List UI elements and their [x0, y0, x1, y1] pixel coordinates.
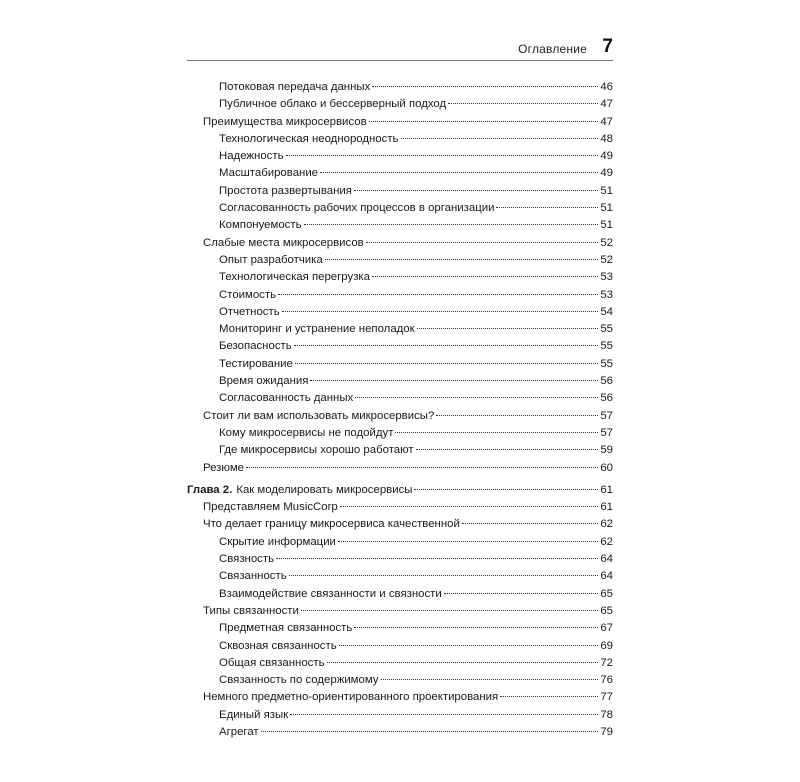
- toc-entry-page: 48: [600, 132, 613, 145]
- toc-dot-leader: [294, 344, 599, 346]
- toc-entry-title: Немного предметно-ориентированного проектирования: [203, 691, 499, 704]
- toc-entry-page: 65: [600, 604, 613, 617]
- toc-dot-leader: [354, 626, 598, 628]
- toc-entry-title: Взаимодействие связанности и связности: [219, 587, 442, 600]
- toc-dot-leader: [372, 85, 598, 87]
- toc-entry: [187, 724, 613, 741]
- toc-entry-title: Мониторинг и устранение неполадок: [219, 323, 415, 336]
- toc-entry-page: 62: [600, 535, 613, 548]
- toc-entry: [187, 321, 613, 338]
- toc-dot-leader: [327, 661, 599, 663]
- toc-dot-leader: [286, 154, 599, 156]
- toc-entry-page: 51: [600, 219, 613, 232]
- toc-entry-title: Сквозная связанность: [219, 639, 337, 652]
- toc-dot-leader: [436, 414, 598, 416]
- toc-dot-leader: [325, 258, 599, 260]
- toc-entry-page: 53: [600, 271, 613, 284]
- toc-dot-leader: [338, 540, 598, 542]
- toc-entry: [187, 304, 613, 321]
- toc-entry-page: 49: [600, 150, 613, 163]
- toc-dot-leader: [500, 695, 598, 697]
- toc-entry: [187, 114, 613, 131]
- toc-entry: [187, 390, 613, 407]
- toc-entry-page: 62: [600, 518, 613, 531]
- toc-entry-title: Резюме: [203, 461, 244, 474]
- toc-entry-page: 57: [600, 426, 613, 439]
- toc-entry-page: 53: [600, 288, 613, 301]
- toc-entry-title: Масштабирование: [219, 167, 319, 180]
- toc-entry: [187, 148, 613, 165]
- toc-entry: [187, 638, 613, 655]
- toc-entry: [187, 408, 613, 425]
- toc-entry-page: 61: [600, 501, 613, 514]
- toc-entry-page: 54: [600, 305, 613, 318]
- toc-dot-leader: [339, 644, 599, 646]
- toc-dot-leader: [282, 310, 599, 312]
- toc-dot-leader: [290, 713, 598, 715]
- toc-entry-title: Время ожидания: [219, 375, 309, 388]
- toc-dot-leader: [355, 396, 598, 398]
- toc-dot-leader: [276, 557, 598, 559]
- toc-entry-page: 52: [600, 236, 613, 249]
- toc-entry-title: Согласованность данных: [219, 392, 354, 405]
- toc-entry-page: 79: [600, 725, 613, 738]
- toc-entry: [187, 655, 613, 672]
- toc-entry-page: 64: [600, 570, 613, 583]
- toc-dot-leader: [444, 592, 599, 594]
- running-header: [187, 36, 613, 61]
- toc-entry: [187, 287, 613, 304]
- toc-entry-title: Скрытие информации: [219, 535, 336, 548]
- toc-entry-page: 47: [600, 115, 613, 128]
- toc-entry-page: 67: [600, 622, 613, 635]
- toc-entry-title: Кому микросервисы не подойдут: [219, 426, 394, 439]
- toc-entry-title: Связанность по содержимому: [219, 674, 379, 687]
- toc-entry: [187, 269, 613, 286]
- toc-entry-page: 61: [600, 483, 613, 496]
- toc-entry-title: Отчетность: [219, 305, 280, 318]
- toc-chapter-label: Глава 2.: [187, 483, 233, 496]
- toc-entry-title: Надежность: [219, 150, 284, 163]
- toc-dot-leader: [278, 293, 598, 295]
- toc-entry: [187, 442, 613, 459]
- toc-dot-leader: [354, 189, 598, 191]
- toc-entry: [187, 356, 613, 373]
- toc-entry-title: Агрегат: [219, 725, 259, 738]
- toc-entry: [187, 373, 613, 390]
- toc-entry-page: 55: [600, 323, 613, 336]
- toc-entry-title: Стоит ли вам использовать микросервисы?: [203, 409, 435, 422]
- toc-entry-page: 55: [600, 340, 613, 353]
- toc-entry: [187, 516, 613, 533]
- toc-dot-leader: [289, 574, 599, 576]
- toc-entry-title: Типы связанности: [203, 604, 299, 617]
- toc-entry: [187, 96, 613, 113]
- toc-entry-page: 69: [600, 639, 613, 652]
- toc-entry: [187, 165, 613, 182]
- toc-entry-page: 78: [600, 708, 613, 721]
- toc-entry: [187, 131, 613, 148]
- toc-dot-leader: [416, 448, 599, 450]
- toc-dot-leader: [301, 609, 598, 611]
- toc-entry: [187, 499, 613, 516]
- toc-entry-page: 64: [600, 553, 613, 566]
- toc-entry: [187, 672, 613, 689]
- toc-entry: [187, 534, 613, 551]
- toc-dot-leader: [372, 275, 598, 277]
- toc-chapter-entry: [187, 482, 613, 499]
- toc-entry-page: 49: [600, 167, 613, 180]
- toc-entry-title: Тестирование: [219, 357, 293, 370]
- toc-entry: [187, 460, 613, 477]
- toc-dot-leader: [320, 171, 598, 173]
- toc-entry-page: 46: [600, 81, 613, 93]
- toc-entry-page: 55: [600, 357, 613, 370]
- toc-entry-title: Что делает границу микросервиса качественной: [203, 518, 460, 531]
- table-of-contents: [187, 79, 613, 741]
- toc-entry-page: 51: [600, 184, 613, 197]
- toc-entry-page: 76: [600, 674, 613, 687]
- toc-entry-page: 65: [600, 587, 613, 600]
- toc-entry: [187, 689, 613, 706]
- toc-entry-title: Технологическая перегрузка: [219, 271, 370, 284]
- toc-entry-page: 59: [600, 444, 613, 457]
- toc-entry-page: 57: [600, 409, 613, 422]
- toc-entry-title: Потоковая передача данных: [219, 81, 371, 93]
- toc-dot-leader: [310, 379, 598, 381]
- toc-entry: [187, 200, 613, 217]
- toc-entry: [187, 235, 613, 252]
- toc-dot-leader: [340, 505, 599, 507]
- toc-entry: [187, 79, 613, 96]
- toc-dot-leader: [295, 362, 598, 364]
- toc-entry: [187, 183, 613, 200]
- toc-entry: [187, 252, 613, 269]
- toc-dot-leader: [462, 522, 599, 524]
- page-number: 7: [602, 36, 613, 57]
- toc-entry-page: 52: [600, 253, 613, 266]
- toc-entry: [187, 586, 613, 603]
- toc-entry-title: Согласованность рабочих процессов в организации: [219, 202, 495, 215]
- toc-dot-leader: [381, 678, 599, 680]
- toc-entry: [187, 568, 613, 585]
- toc-dot-leader: [395, 431, 598, 433]
- toc-entry-title: Связность: [219, 553, 275, 566]
- toc-entry: [187, 603, 613, 620]
- toc-entry: [187, 217, 613, 234]
- toc-entry: [187, 425, 613, 442]
- toc-entry-title: Стоимость: [219, 288, 277, 301]
- toc-dot-leader: [417, 327, 599, 329]
- toc-entry-page: 56: [600, 375, 613, 388]
- toc-entry-title: Общая связанность: [219, 656, 325, 669]
- toc-entry: [187, 338, 613, 355]
- toc-dot-leader: [366, 241, 599, 243]
- toc-entry-title: Как моделировать микросервисы: [236, 483, 413, 496]
- toc-entry-title: Публичное облако и бессерверный подход: [219, 98, 447, 111]
- toc-entry-title: Где микросервисы хорошо работают: [219, 444, 414, 457]
- toc-dot-leader: [414, 488, 598, 490]
- toc-entry-title: Представляем MusicCorp: [203, 501, 338, 514]
- toc-dot-leader: [246, 466, 598, 468]
- toc-entry-page: 60: [600, 461, 613, 474]
- toc-entry-title: Безопасность: [219, 340, 292, 353]
- toc-entry-title: Единый язык: [219, 708, 289, 721]
- toc-entry-page: 56: [600, 392, 613, 405]
- toc-entry-page: 47: [600, 98, 613, 111]
- toc-entry-title: Технологическая неоднородность: [219, 132, 399, 145]
- toc-dot-leader: [261, 730, 599, 732]
- running-header-title: Оглавление: [518, 42, 587, 56]
- toc-dot-leader: [496, 206, 598, 208]
- toc-entry: [187, 707, 613, 724]
- toc-entry-title: Опыт разработчика: [219, 253, 323, 266]
- toc-entry-title: Простота развертывания: [219, 184, 352, 197]
- toc-entry: [187, 551, 613, 568]
- toc-entry-page: 72: [600, 656, 613, 669]
- toc-entry-page: 51: [600, 202, 613, 215]
- toc-entry-title: Слабые места микросервисов: [203, 236, 364, 249]
- toc-entry-title: Связанность: [219, 570, 287, 583]
- toc-entry-title: Предметная связанность: [219, 622, 353, 635]
- toc-entry-title: Преимущества микросервисов: [203, 115, 367, 128]
- toc-dot-leader: [448, 102, 598, 104]
- toc-dot-leader: [304, 223, 599, 225]
- toc-entry: [187, 620, 613, 637]
- toc-dot-leader: [401, 137, 599, 139]
- toc-entry-title: Компонуемость: [219, 219, 302, 232]
- toc-entry-page: 77: [600, 691, 613, 704]
- toc-dot-leader: [369, 120, 599, 122]
